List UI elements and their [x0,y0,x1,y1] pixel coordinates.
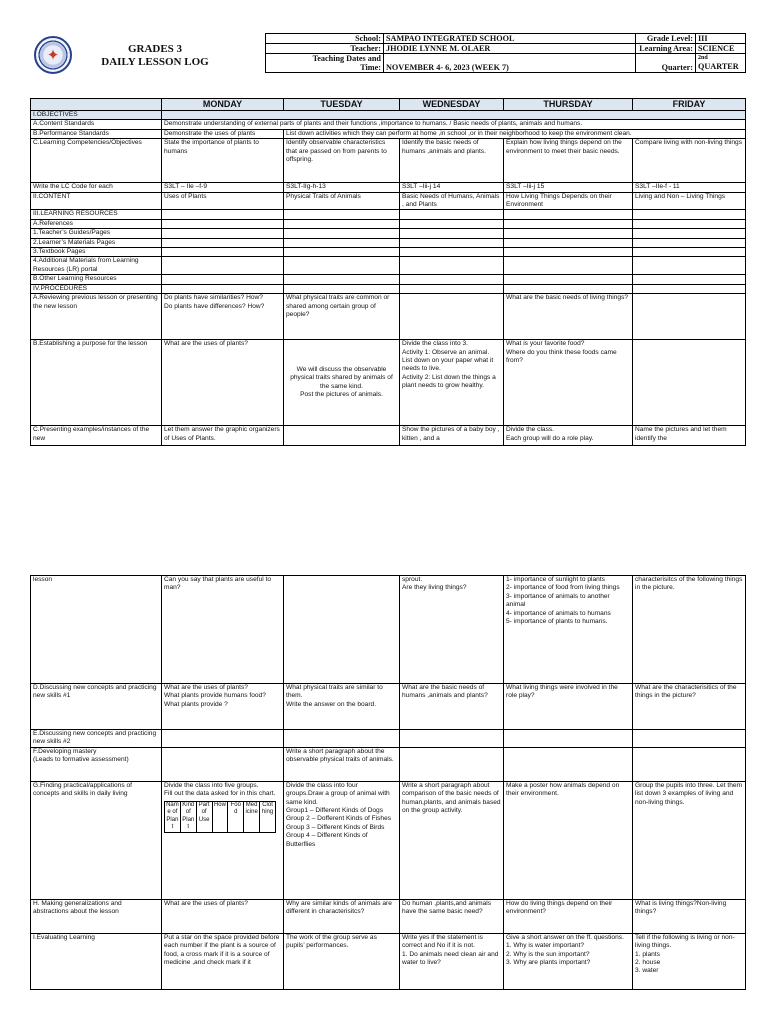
school-value: SAMPAO INTEGRATED SCHOOL [384,34,636,44]
learners-materials-label: 2.Learner’s Materials Pages [31,238,162,247]
practical-wednesday: Write a short paragraph about comparison of the basic needs of human,plants, and animals based on the group activity. [400,781,504,899]
document-title [80,43,230,69]
presenting-friday: Name the pictures and let them identify the [633,426,746,446]
purpose-friday [633,340,746,426]
discussing-2-label: E.Discussing new concepts and practicing new skills #2 [31,730,162,748]
performance-standards-row [31,129,746,138]
competency-friday: Compare living with non-living things [633,139,746,183]
generalization-row [31,899,746,933]
performance-standards-label: B.Performance Standards [31,129,162,138]
discussing-1-label: D.Discussing new concepts and practicing new skills #1 [31,684,162,730]
lc-tuesday: S3LT-IIg-h-13 [284,183,400,192]
performance-monday: Demonstrate the uses of plants [162,129,284,138]
presenting-wednesday: Show the pictures of a baby boy , kitten , and a [400,426,504,446]
mastery-row [31,747,746,781]
other-resources-label: B.Other Learning Resources [31,275,162,284]
teaching-dates-label [266,54,384,73]
references-row [31,219,746,228]
evaluating-row [31,933,746,989]
competency-thursday: Explain how living things depend on the environment to meet their basic needs. [504,139,633,183]
evaluate-thursday: Give a short answer on the ff. questions. 1. Why is water important? 2. Why is the sun important? 3. Why are plants important? [504,933,633,989]
objectives-fill [162,111,746,120]
evaluating-label: I.Evaluating Learning [31,933,162,989]
content-label: II.CONTENT [31,192,162,210]
learners-materials-row [31,238,746,247]
deped-seal-logo: ✦ [34,36,72,74]
review-wednesday [400,294,504,340]
evaluate-tuesday: The work of the group serve as pupils’ performances. [284,933,400,989]
presenting-monday: Let them answer the graphic organizers of Uses of Plants. [162,426,284,446]
teachers-guide-label: 1.Teacher’s Guides/Pages [31,229,162,238]
lc-code-label: Write the LC Code for each [31,183,162,192]
purpose-row [31,340,746,426]
dates-label-line-1: Teaching Dates and [312,54,381,63]
presenting-thursday: Divide the class. Each group will do a role play. [504,426,633,446]
practical-row [31,781,746,899]
lesson-thursday: 1- importance of sunlight to plants 2- importance of food from living things 3- importance of animals to another animal 4- importance of animals to humans 5- importance of plants to humans. [504,576,633,684]
grade-level-value: III [696,34,746,44]
generalization-label: H. Making generalizations and abstractions about the lesson [31,899,162,933]
presenting-tuesday [284,426,400,446]
chart-col-clothing: Clothing [260,801,276,832]
lc-thursday: S3LT –Iii-j 15 [504,183,633,192]
day-thursday: THURSDAY [504,99,633,111]
quarter-value [696,54,746,73]
mastery-tuesday: Write a short paragraph about the observable physical traits of animals. [284,747,400,781]
practical-monday [162,781,284,899]
chart-col-food: Food [228,801,244,832]
practical-friday: Group the pupils into three. Let them list down 3 examples of living and non-living things. [633,781,746,899]
discussing-2-row [31,730,746,748]
procedures-label: IV.PROCEDURES [31,284,162,293]
practical-label: G.Finding practical/applications of concepts and skills in daily living [31,781,162,899]
competency-wednesday: Identify the basic needs of humans ,animals and plants. [400,139,504,183]
reviewing-label: A.Reviewing previous lesson or presenting the new lesson [31,294,162,340]
competency-monday: State the importance of plants to humans [162,139,284,183]
presenting-row [31,426,746,446]
lesson-continued-label: lesson [31,576,162,684]
evaluate-monday: Put a star on the space provided before each number if the plant is a source of food, a cross mark if it is a source of medicine ,and check mark if it [162,933,284,989]
lc-code-row [31,183,746,192]
presenting-label: C.Presenting examples/instances of the new [31,426,162,446]
discuss1-friday: What are the characterisitics of the things in the picture? [633,684,746,730]
title-line-2: DAILY LESSON LOG [101,56,209,68]
teacher-label: Teacher: [266,44,384,54]
purpose-label: B.Establishing a purpose for the lesson [31,340,162,426]
competencies-row [31,139,746,183]
lc-monday: S3LT – IIe –f-9 [162,183,284,192]
lesson-log-header [30,33,745,79]
purpose-monday: What are the uses of plants? [162,340,284,426]
day-header-row [31,99,746,111]
performance-rest: List down activities which they can perform at home ,in school ,or in their neighborhood to keep the environment clean. [284,129,746,138]
reviewing-row [31,294,746,340]
textbook-row [31,248,746,257]
lr-portal-row [31,257,746,275]
header-info-table [265,33,746,73]
content-standards-value: Demonstrate understanding of external parts of plants and their functions ,importance to humans. / Basic needs of plants, animals and humans. [162,120,746,129]
objectives-label: I.OBJECTIVES [31,111,162,120]
dates-label-line-2: Time: [360,63,381,72]
lc-friday: S3LT –IIe-f - 11 [633,183,746,192]
review-monday: Do plants have similarities? How? Do plants have differences? How? [162,294,284,340]
day-monday: MONDAY [162,99,284,111]
day-wednesday: WEDNESDAY [400,99,504,111]
lesson-log-table-part-2 [30,575,746,990]
generalize-monday: What are the uses of plants? [162,899,284,933]
learning-area-label: Learning Area: [636,44,696,54]
discuss1-tuesday: What physical traits are similar to them. Write the answer on the board. [284,684,400,730]
evaluate-wednesday: Write yes if the statement is correct and No if it is not. 1. Do animals need clean air and water to live? [400,933,504,989]
lesson-friday: characterisitcs of the following things in the picture. [633,576,746,684]
day-tuesday: TUESDAY [284,99,400,111]
practical-tuesday: Divide the class into four groups.Draw a group of animal with same kind. Group1 – Different Kinds of Dogs Group 2 – Dofferent Kinds of Fishes Group 3 – Different Kinds of Birds Group 4 – Different Kinds of Butterflies [284,781,400,899]
purpose-wednesday: Divide the class into 3. Activity 1: Observe an animal. List down on your paper what it needs to live. Activity 2: List down the things a plant needs to grow healthy. [400,340,504,426]
lesson-wednesday: sprout. Are they living things? [400,576,504,684]
resources-row [31,210,746,219]
review-thursday: What are the basic needs of living things? [504,294,633,340]
school-label: School: [266,34,384,44]
chart-col-medicine: Medicine [244,801,260,832]
plant-uses-chart [164,801,276,833]
discuss1-thursday: What living things were involved in the role play? [504,684,633,730]
lc-wednesday: S3LT –Iii-j 14 [400,183,504,192]
purpose-tuesday: We will discuss the observable physical traits shared by animals of the same kind. Post the pictures of animals. [284,340,400,426]
corner-cell [31,99,162,111]
content-thursday: How Living Things Depends on their Environment [504,192,633,210]
content-tuesday: Physical Traits of Animals [284,192,400,210]
day-friday: FRIDAY [633,99,746,111]
evaluate-friday: Tell if the following is living or non-living things. 1. plants 2. house 3. water [633,933,746,989]
discuss1-monday: What are the uses of plants? What plants provide humans food? What plants provide ? [162,684,284,730]
lesson-continued-row [31,576,746,684]
objectives-row [31,111,746,120]
resources-label: III.LEARNING RESOURCES [31,210,162,219]
content-wednesday: Basic Needs of Humans, Animals , and Plants [400,192,504,210]
mastery-label: F.Developing mastery (Leads to formative assessment) [31,747,162,781]
chart-col-how: How [212,801,228,832]
practical-monday-text: Divide the class into five groups. Fill out the data asked for in this chart. [164,781,276,798]
competencies-label: C.Learning Competencies/Objectives [31,139,162,183]
chart-col-kind: Kind of Plant [180,801,196,832]
chart-col-name: Name of Plant [165,801,181,832]
review-tuesday: What physical traits are common or shared among certain group of people? [284,294,400,340]
content-friday: Living and Non – Living Things [633,192,746,210]
content-standards-row [31,120,746,129]
quarter-word: QUARTER [698,62,739,71]
lr-portal-label: 4.Additional Materials from Learning Resources (LR) portal [31,257,162,275]
lesson-log-table-part-1 [30,98,746,446]
textbook-label: 3.Textbook Pages [31,248,162,257]
quarter-label: Quarter: [636,54,696,73]
purpose-thursday: What is your favorite food? Where do you think these foods came from? [504,340,633,426]
content-standards-label: A.Content Standards [31,120,162,129]
competency-tuesday: Identify observable characteristics that are passed on from parents to offspring. [284,139,400,183]
generalize-tuesday: Why are similar kinds of animals are different in characterisitcs? [284,899,400,933]
plant-uses-chart-header [165,801,276,832]
review-friday [633,294,746,340]
discuss1-wednesday: What are the basic needs of humans ,animals and plants? [400,684,504,730]
chart-col-part: Part of Use [196,801,212,832]
other-resources-row [31,275,746,284]
title-line-1: GRADES 3 [127,43,183,55]
generalize-friday: What is living things?Non-living things? [633,899,746,933]
teachers-guide-row [31,229,746,238]
content-row [31,192,746,210]
lesson-tuesday [284,576,400,684]
references-label: A.References [31,219,162,228]
grade-level-label: Grade Level: [636,34,696,44]
generalize-wednesday: Do human ,plants,and animals have the same basic need? [400,899,504,933]
discussing-1-row [31,684,746,730]
teacher-value: JHODIE LYNNE M. OLAER [384,44,636,54]
procedures-row [31,284,746,293]
generalize-thursday: How do living things depend on their environment? [504,899,633,933]
content-monday: Uses of Plants [162,192,284,210]
teaching-dates-value: NOVEMBER 4- 6, 2023 (WEEK 7) [384,54,636,73]
practical-thursday: Make a poster how animals depend on their environment. [504,781,633,899]
lesson-monday: Can you say that plants are useful to man? [162,576,284,684]
quarter-ordinal: 2nd [698,55,708,61]
learning-area-value: SCIENCE [696,44,746,54]
